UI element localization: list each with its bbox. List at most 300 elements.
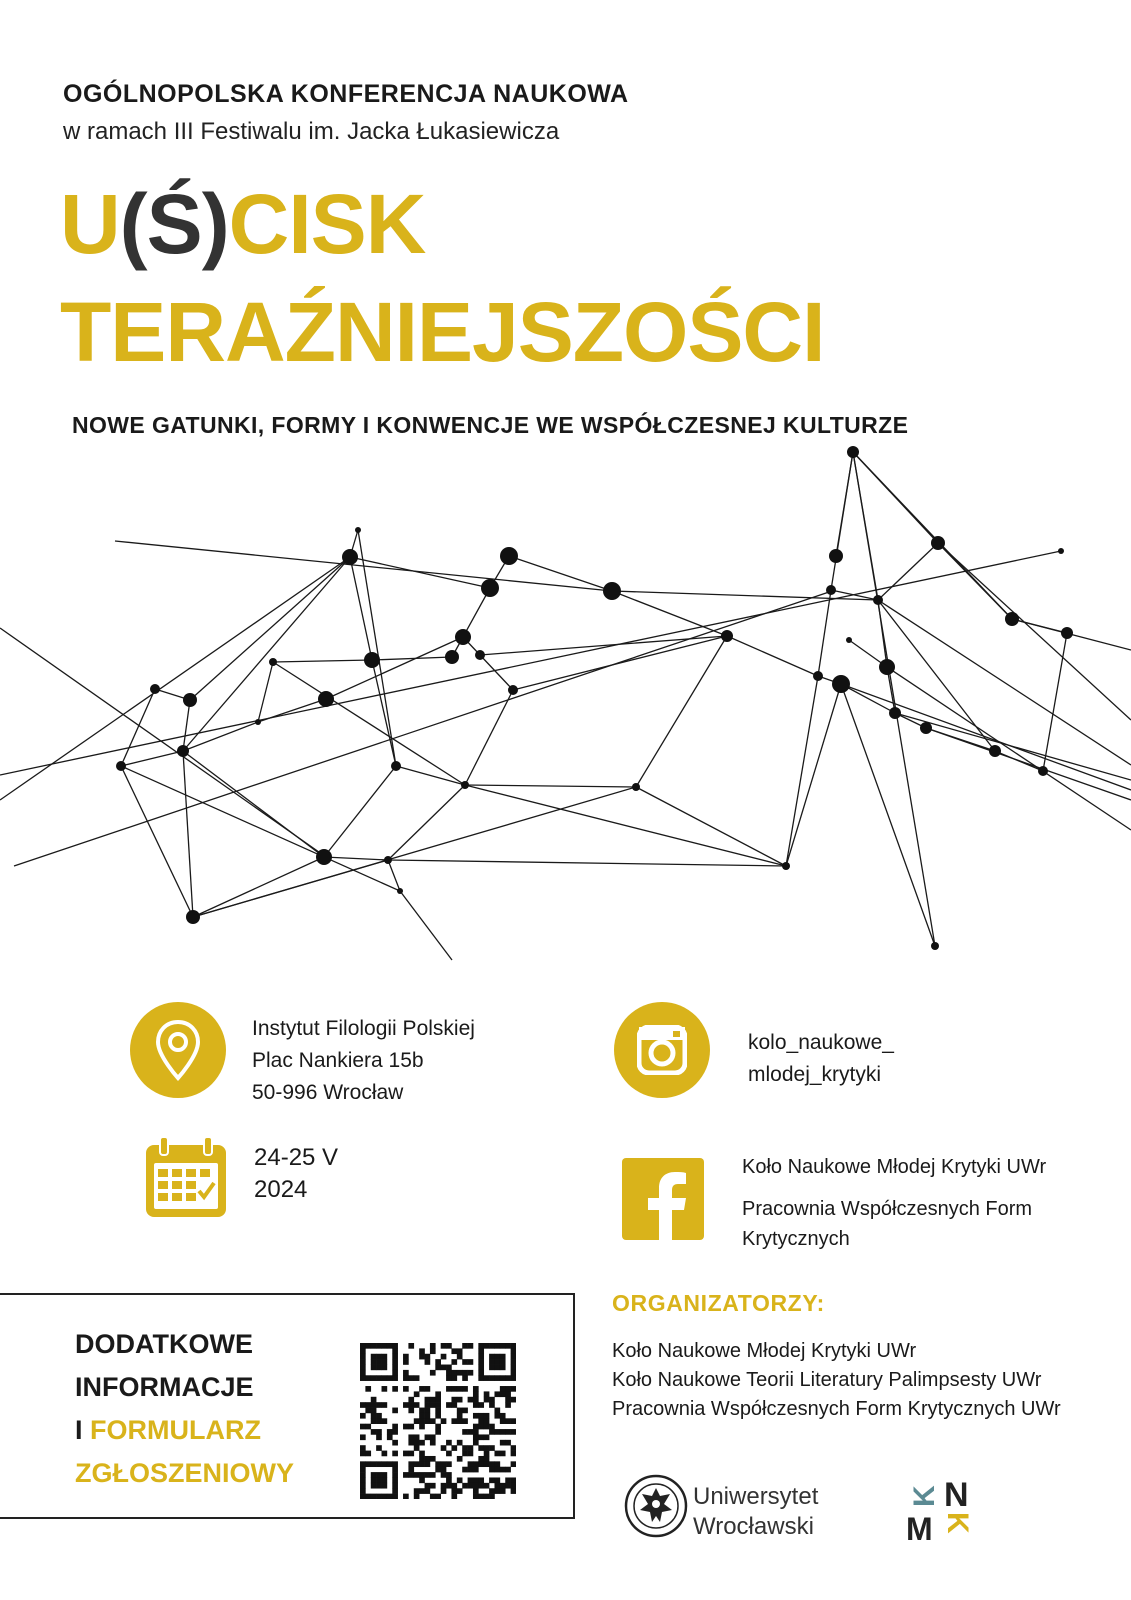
qr-module bbox=[494, 1343, 500, 1349]
qr-module bbox=[376, 1402, 382, 1408]
qr-module bbox=[478, 1413, 484, 1419]
qr-module bbox=[446, 1370, 452, 1376]
network-line bbox=[0, 551, 1061, 775]
qr-module bbox=[511, 1343, 516, 1349]
qr-module bbox=[505, 1343, 511, 1349]
qr-module bbox=[494, 1477, 500, 1483]
qr-module bbox=[478, 1418, 484, 1424]
qr-module bbox=[457, 1397, 463, 1403]
qr-module bbox=[414, 1418, 420, 1424]
qr-module bbox=[392, 1370, 398, 1376]
qr-module bbox=[371, 1413, 377, 1419]
qr-module bbox=[371, 1461, 377, 1467]
qr-module bbox=[511, 1365, 516, 1371]
network-node bbox=[391, 761, 401, 771]
qr-module bbox=[408, 1397, 414, 1403]
qr-module bbox=[500, 1488, 506, 1494]
qr-module bbox=[473, 1440, 479, 1446]
network-node bbox=[826, 585, 836, 595]
qr-module bbox=[473, 1488, 479, 1494]
qr-module bbox=[387, 1343, 393, 1349]
qr-module bbox=[403, 1424, 409, 1430]
qr-module bbox=[371, 1472, 377, 1478]
qr-module bbox=[457, 1408, 463, 1414]
qr-module bbox=[360, 1461, 366, 1467]
qr-module bbox=[462, 1483, 468, 1489]
knmk-letter-k1: K bbox=[908, 1485, 941, 1507]
qr-module bbox=[484, 1456, 490, 1462]
qr-module bbox=[500, 1451, 506, 1457]
qr-module bbox=[376, 1375, 382, 1381]
title-line-1: U(Ś)CISK bbox=[60, 177, 426, 271]
qr-module bbox=[511, 1483, 516, 1489]
network-node bbox=[889, 707, 901, 719]
qr-module bbox=[430, 1343, 436, 1349]
qr-module bbox=[435, 1359, 441, 1365]
qr-module bbox=[489, 1445, 495, 1451]
qr-module bbox=[419, 1348, 425, 1354]
organizers-list bbox=[612, 1337, 1061, 1424]
qr-module bbox=[489, 1354, 495, 1360]
qr-module bbox=[382, 1494, 388, 1499]
qr-module bbox=[376, 1359, 382, 1365]
qr-module bbox=[403, 1359, 409, 1365]
qr-module bbox=[494, 1413, 500, 1419]
qr-module bbox=[468, 1343, 474, 1349]
location-pin-icon bbox=[130, 1002, 226, 1098]
qr-module bbox=[500, 1359, 506, 1365]
qr-module bbox=[511, 1418, 516, 1424]
qr-module bbox=[376, 1429, 382, 1435]
qr-module bbox=[462, 1386, 468, 1392]
qr-module bbox=[505, 1483, 511, 1489]
qr-module bbox=[365, 1451, 371, 1457]
qr-code[interactable] bbox=[360, 1343, 516, 1499]
qr-module bbox=[511, 1386, 516, 1392]
network-line bbox=[878, 600, 1131, 765]
qr-module bbox=[457, 1386, 463, 1392]
qr-module bbox=[425, 1408, 431, 1414]
network-line bbox=[121, 689, 155, 766]
qr-module bbox=[451, 1386, 457, 1392]
qr-module bbox=[376, 1472, 382, 1478]
qr-module bbox=[414, 1494, 420, 1499]
qr-module bbox=[371, 1359, 377, 1365]
qr-module bbox=[511, 1370, 516, 1376]
qr-module bbox=[457, 1418, 463, 1424]
qr-module bbox=[511, 1354, 516, 1360]
qr-module bbox=[425, 1456, 431, 1462]
qr-module bbox=[473, 1494, 479, 1499]
qr-module bbox=[392, 1386, 398, 1392]
qr-module bbox=[484, 1483, 490, 1489]
qr-module bbox=[425, 1359, 431, 1365]
network-line bbox=[926, 728, 1131, 800]
organizer-item: Koło Naukowe Teorii Literatury Palimpsesty UWr bbox=[612, 1369, 1042, 1391]
knmk-letter-k2: K bbox=[941, 1512, 974, 1534]
qr-module bbox=[478, 1434, 484, 1440]
network-line bbox=[465, 690, 513, 785]
qr-module bbox=[365, 1408, 371, 1414]
network-line bbox=[1043, 633, 1067, 771]
qr-module bbox=[419, 1386, 425, 1392]
qr-module bbox=[478, 1424, 484, 1430]
network-line bbox=[400, 891, 452, 960]
qr-module bbox=[468, 1429, 474, 1435]
network-node bbox=[445, 650, 459, 664]
qr-module bbox=[484, 1418, 490, 1424]
network-node bbox=[989, 745, 1001, 757]
qr-module bbox=[430, 1456, 436, 1462]
network-node bbox=[782, 862, 790, 870]
qr-module bbox=[435, 1413, 441, 1419]
network-node bbox=[150, 684, 160, 694]
qr-module bbox=[468, 1359, 474, 1365]
qr-module bbox=[371, 1397, 377, 1403]
qr-module bbox=[505, 1386, 511, 1392]
qr-module bbox=[365, 1494, 371, 1499]
qr-module bbox=[462, 1467, 468, 1473]
qr-module bbox=[478, 1494, 484, 1499]
title-line-2: TERAŹNIEJSZOŚCI bbox=[60, 285, 825, 379]
facebook-page-2[interactable]: Pracownia Współczesnych Form bbox=[742, 1198, 1033, 1220]
network-line bbox=[887, 667, 1131, 830]
qr-module bbox=[478, 1477, 484, 1483]
network-node bbox=[500, 547, 518, 565]
qr-module bbox=[376, 1477, 382, 1483]
qr-module bbox=[376, 1418, 382, 1424]
qr-module bbox=[505, 1477, 511, 1483]
qr-module bbox=[473, 1477, 479, 1483]
qr-module bbox=[478, 1483, 484, 1489]
qr-module bbox=[451, 1483, 457, 1489]
qr-module bbox=[473, 1429, 479, 1435]
network-line bbox=[350, 557, 490, 588]
organizer-item: Pracownia Współczesnych Form Krytycznych UWr bbox=[612, 1398, 1061, 1420]
qr-module bbox=[425, 1488, 431, 1494]
qr-module bbox=[425, 1483, 431, 1489]
qr-module bbox=[392, 1461, 398, 1467]
qr-module bbox=[505, 1397, 511, 1403]
qr-module bbox=[430, 1440, 436, 1446]
qr-module bbox=[489, 1488, 495, 1494]
qr-module bbox=[435, 1397, 441, 1403]
qr-module bbox=[371, 1483, 377, 1489]
qr-module bbox=[494, 1461, 500, 1467]
qr-module bbox=[365, 1343, 371, 1349]
qr-module bbox=[468, 1467, 474, 1473]
network-node bbox=[481, 579, 499, 597]
qr-module bbox=[403, 1354, 409, 1360]
qr-module bbox=[500, 1429, 506, 1435]
qr-module bbox=[376, 1494, 382, 1499]
qr-module bbox=[371, 1429, 377, 1435]
qr-module bbox=[392, 1494, 398, 1499]
qr-module bbox=[371, 1354, 377, 1360]
qr-module bbox=[441, 1445, 447, 1451]
network-node bbox=[873, 595, 883, 605]
qr-module bbox=[494, 1429, 500, 1435]
qr-module bbox=[478, 1359, 484, 1365]
date-days: 24-25 V bbox=[254, 1144, 339, 1171]
qr-module bbox=[451, 1348, 457, 1354]
qr-module bbox=[360, 1348, 366, 1354]
qr-module bbox=[505, 1429, 511, 1435]
location-address bbox=[252, 1013, 475, 1109]
network-node bbox=[116, 761, 126, 771]
qr-module bbox=[500, 1418, 506, 1424]
qr-module bbox=[451, 1445, 457, 1451]
qr-module bbox=[441, 1343, 447, 1349]
qr-module bbox=[500, 1354, 506, 1360]
facebook-page-2-cont[interactable]: Krytycznych bbox=[742, 1228, 850, 1250]
qr-module bbox=[419, 1424, 425, 1430]
qr-module bbox=[360, 1413, 366, 1419]
qr-module bbox=[457, 1456, 463, 1462]
qr-module bbox=[430, 1418, 436, 1424]
qr-module bbox=[360, 1402, 366, 1408]
network-line bbox=[841, 684, 895, 713]
qr-module bbox=[392, 1365, 398, 1371]
qr-module bbox=[430, 1348, 436, 1354]
qr-module bbox=[376, 1445, 382, 1451]
qr-module bbox=[441, 1483, 447, 1489]
more-info-text: DODATKOWE INFORMACJE I FORMULARZ ZGŁOSZENIOWY bbox=[75, 1329, 294, 1488]
qr-module bbox=[489, 1494, 495, 1499]
qr-module bbox=[425, 1386, 431, 1392]
network-node bbox=[316, 849, 332, 865]
qr-module bbox=[441, 1488, 447, 1494]
conference-type-heading: OGÓLNOPOLSKA KONFERENCJA NAUKOWA bbox=[63, 80, 629, 108]
qr-module bbox=[371, 1408, 377, 1414]
qr-module bbox=[371, 1375, 377, 1381]
qr-module bbox=[489, 1343, 495, 1349]
qr-module bbox=[408, 1461, 414, 1467]
university-name: Uniwersytet Wrocławski bbox=[693, 1483, 819, 1540]
qr-module bbox=[376, 1434, 382, 1440]
qr-module bbox=[500, 1483, 506, 1489]
network-line bbox=[465, 785, 636, 787]
qr-module bbox=[511, 1397, 516, 1403]
qr-module bbox=[511, 1488, 516, 1494]
qr-module bbox=[457, 1440, 463, 1446]
qr-module bbox=[387, 1429, 393, 1435]
network-node bbox=[603, 582, 621, 600]
instagram-handle[interactable]: kolo_naukowe_ mlodej_krytyki bbox=[748, 1031, 894, 1086]
qr-module bbox=[408, 1375, 414, 1381]
qr-module bbox=[371, 1365, 377, 1371]
qr-module bbox=[376, 1461, 382, 1467]
qr-module bbox=[392, 1375, 398, 1381]
knmk-logo bbox=[906, 1476, 980, 1542]
qr-module bbox=[462, 1370, 468, 1376]
qr-module bbox=[500, 1386, 506, 1392]
qr-module bbox=[505, 1402, 511, 1408]
qr-module bbox=[511, 1429, 516, 1435]
qr-module bbox=[505, 1391, 511, 1397]
qr-module bbox=[511, 1445, 516, 1451]
qr-module bbox=[403, 1472, 409, 1478]
qr-module bbox=[419, 1451, 425, 1457]
qr-module bbox=[446, 1451, 452, 1457]
qr-module bbox=[446, 1483, 452, 1489]
qr-module bbox=[489, 1477, 495, 1483]
qr-module bbox=[430, 1402, 436, 1408]
qr-module bbox=[360, 1477, 366, 1483]
qr-module bbox=[360, 1370, 366, 1376]
network-line bbox=[324, 766, 396, 857]
qr-module bbox=[457, 1348, 463, 1354]
network-line bbox=[636, 787, 786, 866]
qr-module bbox=[478, 1343, 484, 1349]
qr-module bbox=[500, 1391, 506, 1397]
location-city: 50-996 Wrocław bbox=[252, 1081, 404, 1104]
qr-module bbox=[435, 1461, 441, 1467]
network-line bbox=[193, 857, 324, 917]
conference-subtitle: NOWE GATUNKI, FORMY I KONWENCJE WE WSPÓŁCZESNEJ KULTURZE bbox=[72, 412, 909, 438]
qr-module bbox=[462, 1408, 468, 1414]
qr-module bbox=[494, 1391, 500, 1397]
qr-module bbox=[484, 1375, 490, 1381]
qr-module bbox=[451, 1370, 457, 1376]
network-line bbox=[895, 713, 1131, 780]
network-node bbox=[342, 549, 358, 565]
qr-module bbox=[425, 1434, 431, 1440]
network-node bbox=[920, 722, 932, 734]
qr-module bbox=[489, 1397, 495, 1403]
qr-module bbox=[435, 1467, 441, 1473]
qr-module bbox=[360, 1359, 366, 1365]
network-line bbox=[193, 787, 636, 917]
facebook-page-1[interactable]: Koło Naukowe Młodej Krytyki UWr bbox=[742, 1156, 1047, 1178]
qr-module bbox=[392, 1354, 398, 1360]
qr-module bbox=[382, 1418, 388, 1424]
qr-module bbox=[473, 1397, 479, 1403]
conference-date bbox=[254, 1142, 338, 1206]
network-node bbox=[931, 536, 945, 550]
qr-module bbox=[473, 1424, 479, 1430]
qr-module bbox=[511, 1451, 516, 1457]
network-node bbox=[632, 783, 640, 791]
network-line bbox=[396, 766, 465, 785]
organizer-item: Koło Naukowe Młodej Krytyki UWr bbox=[612, 1340, 917, 1362]
qr-module bbox=[468, 1477, 474, 1483]
qr-module bbox=[382, 1402, 388, 1408]
network-node bbox=[177, 745, 189, 757]
qr-module bbox=[505, 1418, 511, 1424]
instagram-icon[interactable] bbox=[614, 1002, 710, 1098]
network-line bbox=[326, 637, 463, 699]
qr-module bbox=[435, 1424, 441, 1430]
qr-module bbox=[451, 1488, 457, 1494]
network-line bbox=[183, 722, 258, 751]
network-line bbox=[273, 660, 372, 662]
qr-module bbox=[489, 1467, 495, 1473]
qr-module bbox=[511, 1348, 516, 1354]
network-line bbox=[258, 662, 273, 722]
qr-module bbox=[489, 1375, 495, 1381]
qr-module bbox=[403, 1375, 409, 1381]
qr-module bbox=[382, 1386, 388, 1392]
qr-module bbox=[489, 1429, 495, 1435]
qr-module bbox=[430, 1483, 436, 1489]
qr-module bbox=[435, 1494, 441, 1499]
network-node bbox=[269, 658, 277, 666]
qr-module bbox=[392, 1472, 398, 1478]
qr-module bbox=[505, 1375, 511, 1381]
qr-module bbox=[446, 1440, 452, 1446]
qr-module bbox=[462, 1429, 468, 1435]
qr-module bbox=[360, 1488, 366, 1494]
qr-module bbox=[435, 1408, 441, 1414]
qr-module bbox=[441, 1467, 447, 1473]
qr-module bbox=[446, 1386, 452, 1392]
qr-module bbox=[360, 1375, 366, 1381]
qr-module bbox=[462, 1343, 468, 1349]
qr-module bbox=[484, 1391, 490, 1397]
qr-module bbox=[457, 1477, 463, 1483]
qr-module bbox=[425, 1397, 431, 1403]
qr-module bbox=[511, 1461, 516, 1467]
qr-module bbox=[468, 1451, 474, 1457]
qr-module bbox=[457, 1488, 463, 1494]
qr-module bbox=[457, 1413, 463, 1419]
qr-module bbox=[446, 1365, 452, 1371]
qr-module bbox=[441, 1461, 447, 1467]
qr-module bbox=[435, 1391, 441, 1397]
qr-module bbox=[511, 1359, 516, 1365]
qr-module bbox=[446, 1402, 452, 1408]
qr-module bbox=[371, 1418, 377, 1424]
qr-module bbox=[441, 1418, 447, 1424]
qr-module bbox=[425, 1402, 431, 1408]
qr-module bbox=[408, 1343, 414, 1349]
network-line bbox=[841, 684, 935, 946]
qr-module bbox=[430, 1370, 436, 1376]
qr-module bbox=[382, 1472, 388, 1478]
qr-module bbox=[382, 1461, 388, 1467]
qr-module bbox=[360, 1445, 366, 1451]
qr-module bbox=[382, 1354, 388, 1360]
qr-module bbox=[414, 1402, 420, 1408]
qr-module bbox=[500, 1343, 506, 1349]
qr-module bbox=[462, 1359, 468, 1365]
qr-module bbox=[392, 1424, 398, 1430]
qr-module bbox=[414, 1440, 420, 1446]
university-seal-icon bbox=[624, 1474, 688, 1538]
qr-module bbox=[392, 1359, 398, 1365]
network-node bbox=[318, 691, 334, 707]
network-line bbox=[878, 600, 995, 751]
network-line bbox=[121, 766, 400, 891]
network-line bbox=[388, 860, 786, 866]
network-node bbox=[721, 630, 733, 642]
network-node bbox=[832, 675, 850, 693]
qr-module bbox=[392, 1488, 398, 1494]
qr-module bbox=[473, 1483, 479, 1489]
qr-module bbox=[430, 1397, 436, 1403]
organizers-title: ORGANIZATORZY: bbox=[612, 1290, 825, 1316]
qr-module bbox=[494, 1365, 500, 1371]
network-line bbox=[190, 557, 350, 700]
qr-module bbox=[382, 1483, 388, 1489]
knmk-letter-m: M bbox=[906, 1511, 933, 1542]
qr-module bbox=[376, 1365, 382, 1371]
qr-module bbox=[489, 1461, 495, 1467]
facebook-icon[interactable] bbox=[622, 1158, 704, 1240]
qr-module bbox=[392, 1467, 398, 1473]
qr-module bbox=[500, 1440, 506, 1446]
